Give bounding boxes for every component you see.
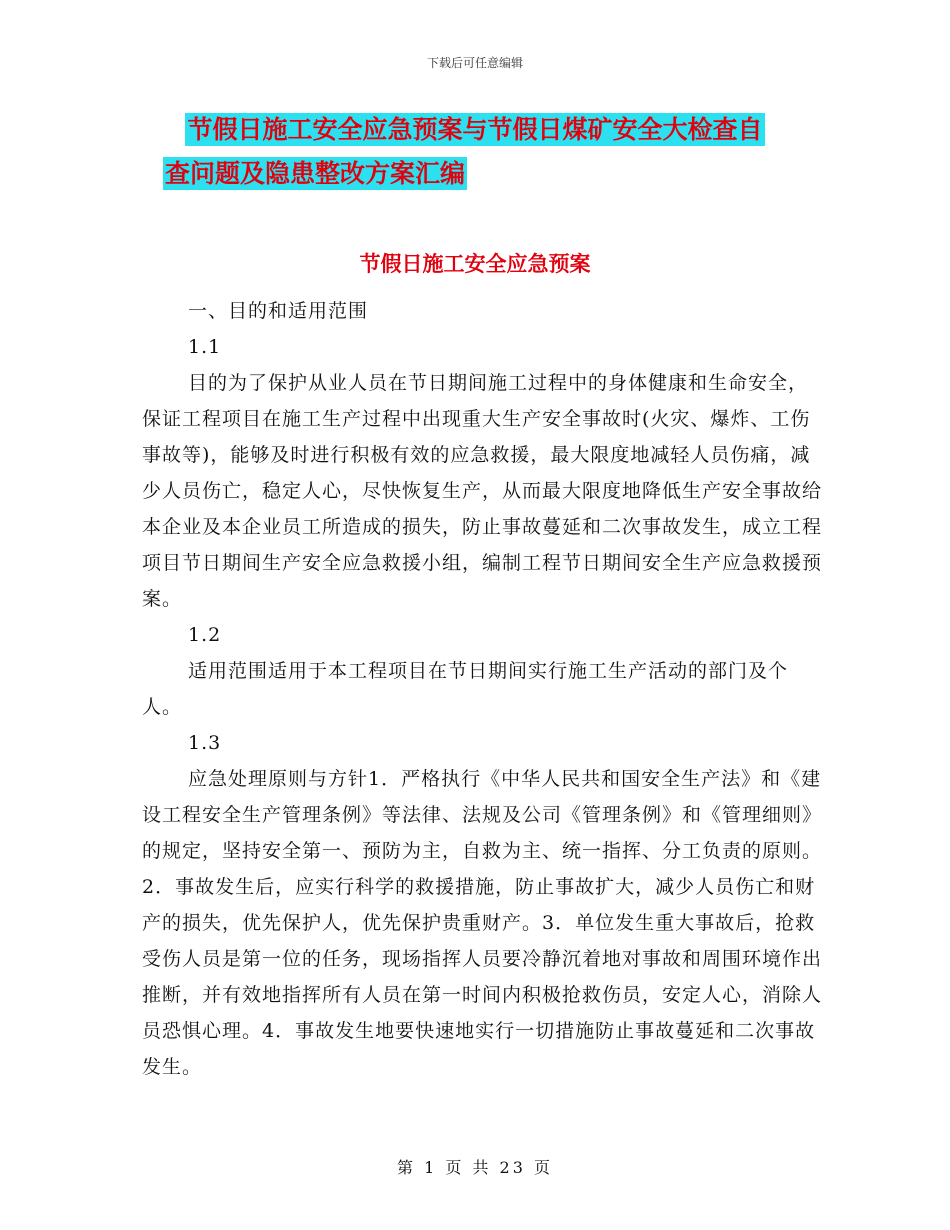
paragraph-purpose: 目的为了保护从业人员在节日期间施工过程中的身体健康和生命安全，保证工程项目在施工生产过程中出现重大生产安全事故时(火灾、爆炸、工伤事故等)，能够及时进行积极有效的应急救援，最大限度地减轻人员伤痛，减少人员伤亡，稳定人心，尽快恢复生产，从而最大限度地降低生产安全事故给本企业及本企业员工所造成的损失，防止事故蔓延和二次事故发生，成立工程项目节日期间生产安全应急救援小组，编制工程节日期间安全生产应急救援预案。 bbox=[142, 372, 823, 610]
document-title-text-1: 节假日施工安全应急预案与节假日煤矿安全大检查自 bbox=[187, 115, 763, 144]
clause-number-1-1: 1.1 bbox=[188, 336, 222, 358]
clause-number-1-3: 1.3 bbox=[188, 732, 222, 754]
document-body bbox=[142, 293, 822, 1085]
header-note: 下载后可任意编辑 bbox=[426, 56, 523, 70]
page-footer: 第 1 页 共 23 页 bbox=[397, 1158, 553, 1177]
paragraph-principles: 应急处理原则与方针1．严格执行《中华人民共和国安全生产法》和《建设工程安全生产管理条例》等法律、法规及公司《管理条例》和《管理细则》的规定，坚持安全第一、预防为主，自救为主、统一指挥、分工负责的原则。2．事故发生后，应实行科学的救援措施，防止事故扩大，减少人员伤亡和财产的损失，优先保护人，优先保护贵重财产。3．单位发生重大事故后，抢救受伤人员是第一位的任务，现场指挥人员要冷静沉着地对事故和周围环境作出推断，并有效地指挥所有人员在第一时间内积极抢救伤员，安定人心，消除人员恐惧心理。4．事故发生地要快速地实行一切措施防止事故蔓延和二次事故发生。 bbox=[142, 768, 823, 1078]
clause-number-1-2: 1.2 bbox=[188, 624, 222, 646]
document-title-line-1 bbox=[0, 113, 950, 147]
document-title-text-2: 查问题及隐患整改方案汇编 bbox=[164, 159, 465, 188]
document-title-line-2 bbox=[0, 157, 790, 191]
paragraph-scope: 适用范围适用于本工程项目在节日期间实行施工生产活动的部门及个人。 bbox=[142, 660, 789, 718]
section-title: 节假日施工安全应急预案 bbox=[359, 252, 591, 276]
heading-purpose-scope: 一、目的和适用范围 bbox=[188, 300, 369, 322]
